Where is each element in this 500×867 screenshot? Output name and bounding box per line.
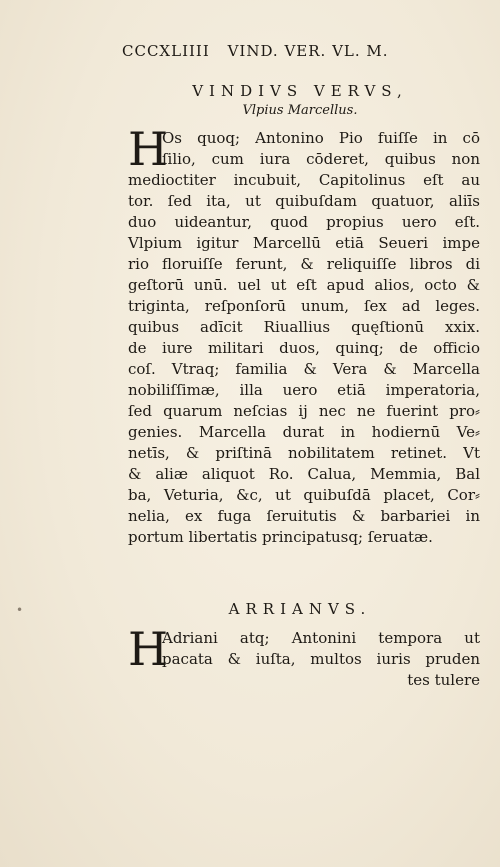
text-line: genies. Marcella durat in hodiernū Ve⸗: [128, 423, 480, 441]
text-line: quibus adīcit Riuallius quęſtionū xxix.: [128, 318, 480, 336]
text-line: duo uideantur, quod propius uero eſt.: [128, 213, 480, 231]
text-line: nobiliſſimæ, illa uero etiā imperatoria,: [128, 381, 480, 399]
text-line: de iure militari duos, quinq; de officio: [128, 339, 480, 357]
section-heading: ARRIANVS.: [228, 600, 372, 618]
text-line: pacata & iuſta, multos iuris pruden: [162, 650, 480, 668]
drop-capital: H: [128, 622, 169, 676]
entry-subtitle: Vlpius Marcellus.: [242, 103, 358, 118]
text-line: portum libertatis principatusq; ſeruatæ.: [128, 528, 433, 546]
page-number: CCCXLIIII: [122, 42, 210, 60]
text-line: ſed quarum neſcias ij nec ne fuerint pro⸗: [128, 402, 480, 420]
text-line: tor. ſed ita, ut quibuſdam quatuor, aliīs: [128, 192, 480, 210]
text-line: rio floruiſſe ferunt, & reliquiſſe libros di: [128, 255, 480, 273]
text-line: & aliæ aliquot Ro. Calua, Memmia, Bal: [128, 465, 480, 483]
drop-capital: H: [128, 122, 169, 176]
text-line: triginta, reſponſorū unum, ſex ad leges.: [128, 297, 480, 315]
entry-body-2: [128, 622, 480, 691]
text-line: tes tulere: [407, 671, 480, 689]
entry-title: VINDIVS VERVS,: [192, 82, 408, 100]
text-line: Adriani atq; Antonini tempora ut: [162, 629, 480, 647]
text-line: coſ. Vtraq; familia & Vera & Marcella: [128, 360, 480, 378]
text-line: ſilio, cum iura cōderet, quibus non: [162, 150, 480, 168]
running-header: [122, 42, 462, 60]
text-line: Os quoq; Antonino Pio fuiſſe in cō: [162, 129, 480, 147]
margin-mark: •: [16, 603, 24, 617]
text-line: Vlpium igitur Marcellū etiā Seueri impe: [128, 234, 480, 252]
entry-body: [128, 122, 480, 548]
text-line: medioctiter incubuit, Capitolinus eſt au: [128, 171, 480, 189]
text-line: ba, Veturia, &c, ut quibuſdā placet, Cor⸗: [128, 486, 480, 504]
text-line: nelia, ex fuga ſeruitutis & barbariei in: [128, 507, 480, 525]
text-line: geſtorū unū. uel ut eſt apud alios, octo &: [128, 276, 480, 294]
running-title: VIND. VER. VL. M.: [227, 42, 389, 60]
text-line: netīs, & priſtinā nobilitatem retinet. Vt: [128, 444, 480, 462]
